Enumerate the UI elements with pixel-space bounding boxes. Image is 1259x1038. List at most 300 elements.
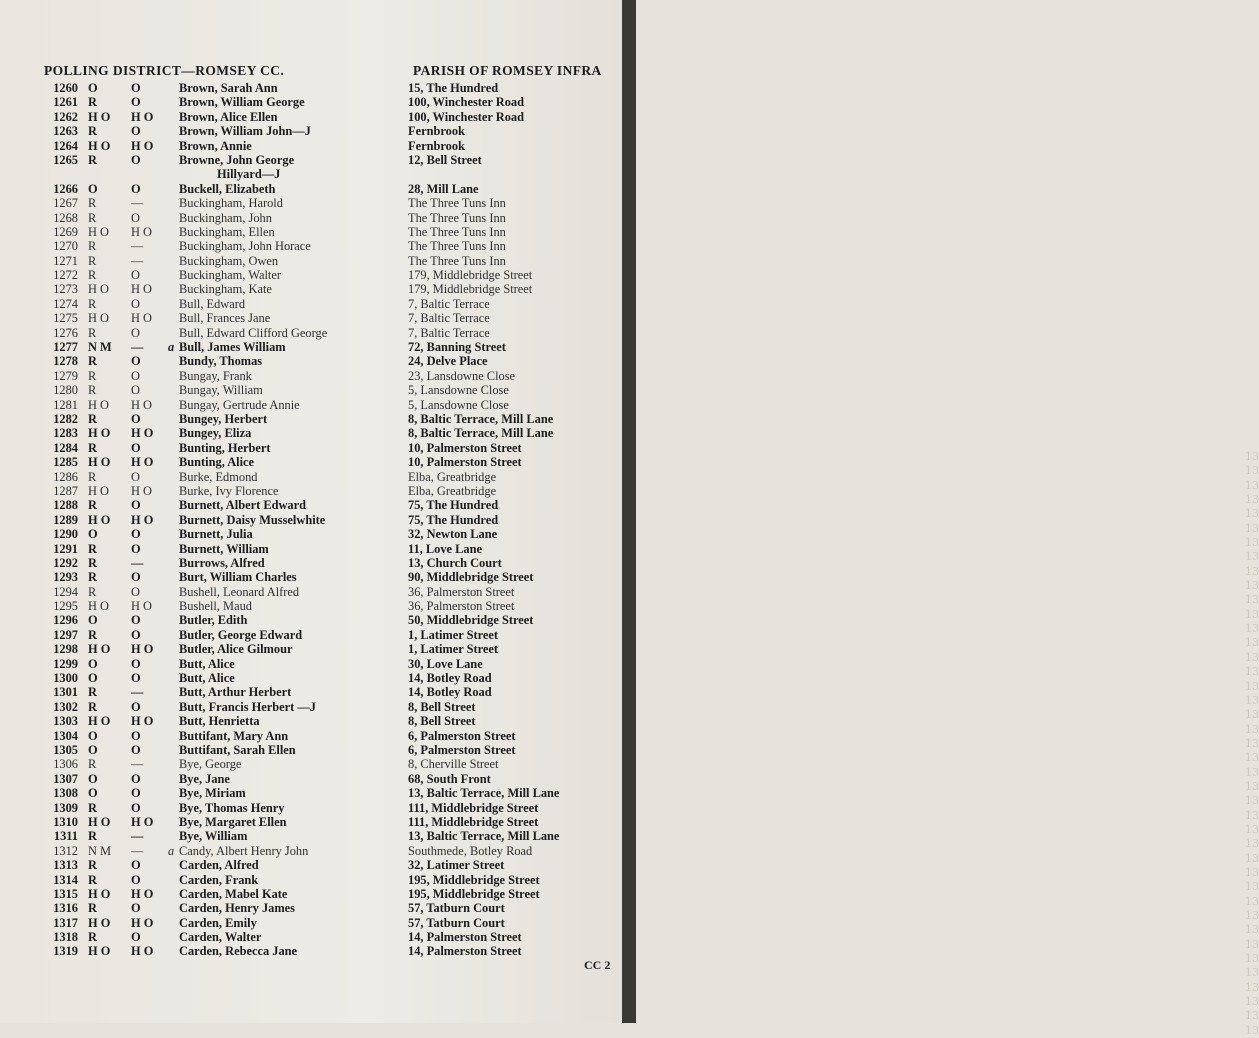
elector-address: 32, Latimer Street <box>408 858 505 873</box>
elector-number: 1269 <box>53 224 78 239</box>
edge-number: 13 <box>1245 837 1259 851</box>
elector-number: 1265 <box>53 152 78 167</box>
elector-number: 1312 <box>53 843 78 858</box>
elector-row <box>0 628 622 642</box>
elector-name: Butt, Alice <box>179 671 235 686</box>
elector-address: 75, The Hundred <box>408 498 499 513</box>
elector-row <box>0 268 622 282</box>
edge-number: 13 <box>1245 966 1259 980</box>
elector-name: Buckingham, Ellen <box>179 224 275 239</box>
elector-number: 1279 <box>53 368 78 383</box>
elector-name: Burnett, Julia <box>179 527 253 542</box>
qualification-2: O <box>131 412 141 426</box>
elector-address: 10, Palmerston Street <box>408 455 522 470</box>
qualification-1: H O <box>88 397 109 412</box>
elector-address: 13, Baltic Terrace, Mill Lane <box>408 829 560 844</box>
elector-number: 1301 <box>53 685 78 700</box>
qualification-2: — <box>131 340 144 355</box>
elector-name: Carden, Rebecca Jane <box>179 944 298 959</box>
qualification-2: O <box>131 527 141 542</box>
qualification-1: R <box>88 95 97 110</box>
elector-name: Bull, James William <box>179 340 286 355</box>
qualification-1: O <box>88 786 98 801</box>
elector-number: 1289 <box>53 512 78 527</box>
elector-address: 50, Middlebridge Street <box>408 613 534 628</box>
edge-number: 13 <box>1245 521 1259 535</box>
elector-number: 1288 <box>53 498 78 513</box>
qualification-1: R <box>88 412 97 426</box>
elector-row <box>0 930 622 944</box>
qualification-2: O <box>131 613 141 628</box>
elector-name: Browne, John George <box>179 152 295 167</box>
elector-address: 179, Middlebridge Street <box>408 282 533 297</box>
elector-address: 8, Baltic Terrace, Mill Lane <box>408 426 554 441</box>
elector-name: Burke, Edmond <box>179 469 258 484</box>
qualification-2: H O <box>131 599 152 614</box>
elector-address: 36, Palmerston Street <box>408 584 515 599</box>
qualification-2: — <box>131 829 144 844</box>
edge-number: 13 <box>1245 679 1259 693</box>
edge-number: 13 <box>1245 923 1259 937</box>
qualification-2: O <box>131 742 141 757</box>
elector-number: 1305 <box>53 742 78 757</box>
page-header <box>44 63 622 79</box>
qualification-1: R <box>88 627 97 642</box>
qualification-2: O <box>131 800 141 815</box>
elector-row <box>0 729 622 743</box>
elector-row <box>0 311 622 325</box>
qualification-1: R <box>88 829 97 844</box>
elector-row <box>0 657 622 671</box>
elector-address: 5, Lansdowne Close <box>408 383 509 398</box>
elector-address: 6, Palmerston Street <box>408 742 516 757</box>
qualification-1: H O <box>88 642 111 657</box>
elector-row <box>0 254 622 268</box>
elector-name: Bye, Margaret Ellen <box>179 814 287 829</box>
elector-row <box>0 772 622 786</box>
edge-number: 13 <box>1245 765 1259 779</box>
edge-number: 13 <box>1245 808 1259 822</box>
elector-row <box>0 887 622 901</box>
elector-name: Brown, Annie <box>179 138 252 153</box>
qualification-2: O <box>131 771 141 786</box>
elector-address: 111, Middlebridge Street <box>408 814 539 829</box>
elector-number: 1268 <box>53 210 78 225</box>
edge-number: 13 <box>1245 894 1259 908</box>
qualification-2: O <box>131 95 141 110</box>
elector-address: 8, Bell Street <box>408 699 476 714</box>
elector-row <box>0 685 622 699</box>
elector-number: 1290 <box>53 527 78 542</box>
elector-number: 1307 <box>53 771 78 786</box>
qualification-1: R <box>88 555 97 570</box>
elector-row <box>0 585 622 599</box>
elector-row <box>0 153 622 182</box>
elector-row <box>0 858 622 872</box>
elector-name: Bunting, Alice <box>179 455 255 470</box>
qualification-2: O <box>131 699 141 714</box>
elector-name: Bundy, Thomas <box>179 354 263 369</box>
elector-row <box>0 542 622 556</box>
elector-address: 8, Bell Street <box>408 714 476 729</box>
qualification-1: R <box>88 901 97 916</box>
elector-number: 1272 <box>53 268 78 283</box>
qualification-2: H O <box>131 642 154 657</box>
elector-address: 8, Cherville Street <box>408 757 499 772</box>
elector-name: Burke, Ivy Florence <box>179 483 279 498</box>
elector-number: 1297 <box>53 627 78 642</box>
elector-row <box>0 326 622 340</box>
elector-row <box>0 829 622 843</box>
edge-number: 13 <box>1245 937 1259 951</box>
elector-address: 14, Palmerston Street <box>408 944 522 959</box>
elector-address: 24, Delve Place <box>408 354 488 369</box>
elector-name: Burnett, Albert Edward <box>179 498 307 513</box>
qualification-2: H O <box>131 483 152 498</box>
elector-row <box>0 369 622 383</box>
elector-address: 7, Baltic Terrace <box>408 311 490 326</box>
elector-address: 12, Bell Street <box>408 152 482 167</box>
edge-number: 13 <box>1245 665 1259 679</box>
qualification-1: H O <box>88 599 109 614</box>
elector-row <box>0 527 622 541</box>
elector-address: 1, Latimer Street <box>408 627 499 642</box>
qualification-2: O <box>131 872 141 887</box>
register-page <box>0 0 622 1023</box>
elector-number: 1302 <box>53 699 78 714</box>
elector-number: 1266 <box>53 181 78 196</box>
qualification-2: O <box>131 152 141 167</box>
qualification-1: H O <box>88 483 109 498</box>
elector-number: 1299 <box>53 656 78 671</box>
elector-number: 1283 <box>53 426 78 441</box>
qualification-1: O <box>88 728 98 743</box>
qualification-2: H O <box>131 886 154 901</box>
edge-number: 13 <box>1245 822 1259 836</box>
elector-marker: a <box>168 843 175 858</box>
elector-number: 1310 <box>53 814 78 829</box>
elector-number: 1314 <box>53 872 78 887</box>
qualification-1: O <box>88 742 98 757</box>
qualification-2: H O <box>131 397 152 412</box>
qualification-2: — <box>131 253 144 268</box>
elector-number: 1308 <box>53 786 78 801</box>
edge-number: 13 <box>1245 607 1259 621</box>
elector-row <box>0 786 622 800</box>
elector-name: Brown, William George <box>179 95 305 110</box>
qualification-1: H O <box>88 714 111 729</box>
elector-name: Bushell, Maud <box>179 599 252 614</box>
qualification-2: O <box>131 541 141 556</box>
elector-row <box>0 282 622 296</box>
elector-number: 1313 <box>53 858 78 873</box>
edge-number: 13 <box>1245 650 1259 664</box>
elector-address: 195, Middlebridge Street <box>408 886 540 901</box>
elector-name: Buckingham, Owen <box>179 253 279 268</box>
qualification-2: O <box>131 498 141 513</box>
edge-number: 13 <box>1245 779 1259 793</box>
edge-number: 13 <box>1245 1023 1259 1037</box>
qualification-2: O <box>131 383 140 398</box>
qualification-1: H O <box>88 426 111 441</box>
edge-number: 13 <box>1245 995 1259 1009</box>
qualification-2: H O <box>131 426 154 441</box>
qualification-1: H O <box>88 282 109 297</box>
qualification-2: H O <box>131 455 154 470</box>
qualification-2: O <box>131 901 141 916</box>
edge-number: 13 <box>1245 693 1259 707</box>
elector-row <box>0 426 622 440</box>
qualification-2: H O <box>131 282 152 297</box>
elector-address: Elba, Greatbridge <box>408 469 497 484</box>
elector-address: Fernbrook <box>408 138 465 153</box>
qualification-2: O <box>131 671 141 686</box>
elector-address: The Three Tuns Inn <box>408 210 506 225</box>
elector-address: 57, Tatburn Court <box>408 901 505 916</box>
qualification-1: R <box>88 325 97 340</box>
elector-number: 1291 <box>53 541 78 556</box>
elector-row <box>0 873 622 887</box>
qualification-1: O <box>88 527 98 542</box>
elector-number: 1267 <box>53 196 78 211</box>
edge-number: 13 <box>1245 736 1259 750</box>
elector-address: 68, South Front <box>408 771 491 786</box>
elector-number: 1286 <box>53 469 78 484</box>
edge-number: 13 <box>1245 722 1259 736</box>
edge-number: 13 <box>1245 880 1259 894</box>
elector-name: Buckingham, Harold <box>179 196 283 211</box>
elector-row <box>0 441 622 455</box>
elector-marker: a <box>168 340 175 355</box>
elector-row <box>0 599 622 613</box>
elector-name: Butler, Edith <box>179 613 248 628</box>
elector-address: 14, Botley Road <box>408 685 492 700</box>
elector-row <box>0 383 622 397</box>
elector-number: 1273 <box>53 282 78 297</box>
edge-number: 13 <box>1245 493 1259 507</box>
elector-number: 1282 <box>53 412 78 426</box>
elector-number: 1319 <box>53 944 78 959</box>
elector-number: 1317 <box>53 915 78 930</box>
page-reference: CC 2 <box>584 958 611 972</box>
qualification-2: — <box>131 555 144 570</box>
edge-number: 13 <box>1245 851 1259 865</box>
elector-name: Buttifant, Sarah Ellen <box>179 742 296 757</box>
qualification-2: H O <box>131 512 154 527</box>
qualification-1: H O <box>88 311 109 326</box>
elector-name: Buckingham, John Horace <box>179 239 311 254</box>
qualification-1: O <box>88 671 98 686</box>
elector-number: 1276 <box>53 325 78 340</box>
elector-address: 7, Baltic Terrace <box>408 296 490 311</box>
elector-name: Brown, Alice Ellen <box>179 109 278 124</box>
edge-number: 13 <box>1245 1009 1259 1023</box>
elector-number: 1309 <box>53 800 78 815</box>
elector-row <box>0 484 622 498</box>
elector-address: 14, Palmerston Street <box>408 930 522 945</box>
qualification-2: O <box>131 469 140 484</box>
elector-row <box>0 340 622 354</box>
edge-number: 13 <box>1245 464 1259 478</box>
qualification-1: R <box>88 354 97 369</box>
elector-name: Brown, William John—J <box>179 124 311 139</box>
elector-name-continued: Hillyard—J <box>217 167 281 182</box>
elector-number: 1315 <box>53 886 78 901</box>
elector-address: 1, Latimer Street <box>408 642 499 657</box>
elector-name: Bye, Jane <box>179 771 230 786</box>
elector-name: Bunting, Herbert <box>179 440 271 455</box>
elector-row <box>0 412 622 426</box>
elector-address: 195, Middlebridge Street <box>408 872 540 887</box>
elector-name: Carden, Emily <box>179 915 257 930</box>
elector-name: Bull, Edward <box>179 296 246 311</box>
qualification-1: R <box>88 268 97 283</box>
elector-address: 75, The Hundred <box>408 512 499 527</box>
elector-name: Candy, Albert Henry John <box>179 843 309 858</box>
elector-name: Carden, Mabel Kate <box>179 886 288 901</box>
qualification-2: H O <box>131 138 154 153</box>
qualification-1: O <box>88 656 98 671</box>
qualification-1: H O <box>88 915 111 930</box>
elector-address: 72, Banning Street <box>408 340 506 355</box>
elector-number: 1271 <box>53 253 78 268</box>
elector-row <box>0 944 622 958</box>
edge-number: 13 <box>1245 478 1259 492</box>
elector-row <box>0 513 622 527</box>
elector-number: 1295 <box>53 599 78 614</box>
qualification-1: H O <box>88 886 111 901</box>
edge-number: 13 <box>1245 593 1259 607</box>
qualification-2: O <box>131 210 140 225</box>
edge-number: 13 <box>1245 550 1259 564</box>
qualification-1: R <box>88 872 97 887</box>
elector-address: 100, Winchester Road <box>408 109 524 124</box>
elector-address: 10, Palmerston Street <box>408 440 522 455</box>
elector-name: Bungay, Frank <box>179 368 252 383</box>
elector-row <box>0 239 622 253</box>
elector-name: Bye, Thomas Henry <box>179 800 285 815</box>
qualification-1: R <box>88 930 97 945</box>
elector-address: 5, Lansdowne Close <box>408 397 509 412</box>
elector-name: Burt, William Charles <box>179 570 297 585</box>
elector-name: Buttifant, Mary Ann <box>179 728 289 743</box>
elector-address: 100, Winchester Road <box>408 95 524 110</box>
elector-address: 28, Mill Lane <box>408 181 479 196</box>
qualification-2: O <box>131 930 141 945</box>
elector-row <box>0 95 622 109</box>
qualification-1: R <box>88 124 97 139</box>
qualification-1: R <box>88 800 97 815</box>
elector-row <box>0 714 622 728</box>
qualification-1: R <box>88 196 97 211</box>
elector-name: Butt, Alice <box>179 656 235 671</box>
edge-number: 13 <box>1245 507 1259 521</box>
edge-number: 13 <box>1245 865 1259 879</box>
qualification-2: O <box>131 181 141 196</box>
qualification-1: R <box>88 239 97 254</box>
qualification-2: O <box>131 354 141 369</box>
elector-address: The Three Tuns Inn <box>408 253 506 268</box>
qualification-2: O <box>131 656 141 671</box>
elector-number: 1296 <box>53 613 78 628</box>
elector-address: The Three Tuns Inn <box>408 196 506 211</box>
elector-row <box>0 182 622 196</box>
elector-address: 90, Middlebridge Street <box>408 570 534 585</box>
qualification-2: O <box>131 268 140 283</box>
elector-name: Bye, Miriam <box>179 786 246 801</box>
elector-row <box>0 139 622 153</box>
qualification-1: R <box>88 469 97 484</box>
qualification-2: O <box>131 368 140 383</box>
elector-address: 14, Botley Road <box>408 671 492 686</box>
elector-row <box>0 700 622 714</box>
elector-number: 1262 <box>53 109 78 124</box>
elector-row <box>0 642 622 656</box>
qualification-2: H O <box>131 224 152 239</box>
qualification-1: R <box>88 858 97 873</box>
elector-number: 1284 <box>53 440 78 455</box>
polling-district-title: POLLING DISTRICT—ROMSEY CC. <box>44 63 285 78</box>
elector-number: 1298 <box>53 642 78 657</box>
qualification-1: H O <box>88 512 111 527</box>
elector-name: Bungay, Gertrude Annie <box>179 397 300 412</box>
elector-number: 1311 <box>53 829 78 844</box>
elector-number: 1275 <box>53 311 78 326</box>
elector-number: 1277 <box>53 340 78 355</box>
qualification-2: O <box>131 786 141 801</box>
qualification-1: N M <box>88 340 112 355</box>
elector-row <box>0 570 622 584</box>
qualification-2: — <box>131 239 144 254</box>
elector-address: 8, Baltic Terrace, Mill Lane <box>408 412 554 426</box>
edge-number: 13 <box>1245 622 1259 636</box>
elector-number: 1318 <box>53 930 78 945</box>
edge-number: 13 <box>1245 909 1259 922</box>
elector-number: 1294 <box>53 584 78 599</box>
qualification-2: O <box>131 858 141 873</box>
elector-address: 30, Love Lane <box>408 656 483 671</box>
elector-number: 1261 <box>53 95 78 110</box>
elector-number: 1304 <box>53 728 78 743</box>
elector-name: Bungey, Herbert <box>179 412 268 426</box>
qualification-1: R <box>88 570 97 585</box>
elector-address: 15, The Hundred <box>408 81 499 95</box>
elector-address: The Three Tuns Inn <box>408 239 506 254</box>
qualification-1: H O <box>88 944 111 959</box>
elector-row <box>0 398 622 412</box>
elector-name: Bungay, William <box>179 383 263 398</box>
elector-name: Bye, William <box>179 829 248 844</box>
elector-name: Buckingham, John <box>179 210 272 225</box>
elector-row <box>0 225 622 239</box>
elector-row <box>0 110 622 124</box>
elector-address: 57, Tatburn Court <box>408 915 505 930</box>
qualification-1: R <box>88 152 97 167</box>
elector-name: Carden, Walter <box>179 930 262 945</box>
qualification-2: O <box>131 584 140 599</box>
elector-number: 1316 <box>53 901 78 916</box>
edge-number: 13 <box>1245 536 1259 550</box>
qualification-2: O <box>131 570 141 585</box>
elector-row <box>0 916 622 930</box>
elector-address: 11, Love Lane <box>408 541 483 556</box>
qualification-2: — <box>131 843 144 858</box>
elector-row <box>0 354 622 368</box>
elector-row <box>0 124 622 138</box>
qualification-1: H O <box>88 455 111 470</box>
edge-number: 13 <box>1245 952 1259 966</box>
elector-address: 111, Middlebridge Street <box>408 800 539 815</box>
